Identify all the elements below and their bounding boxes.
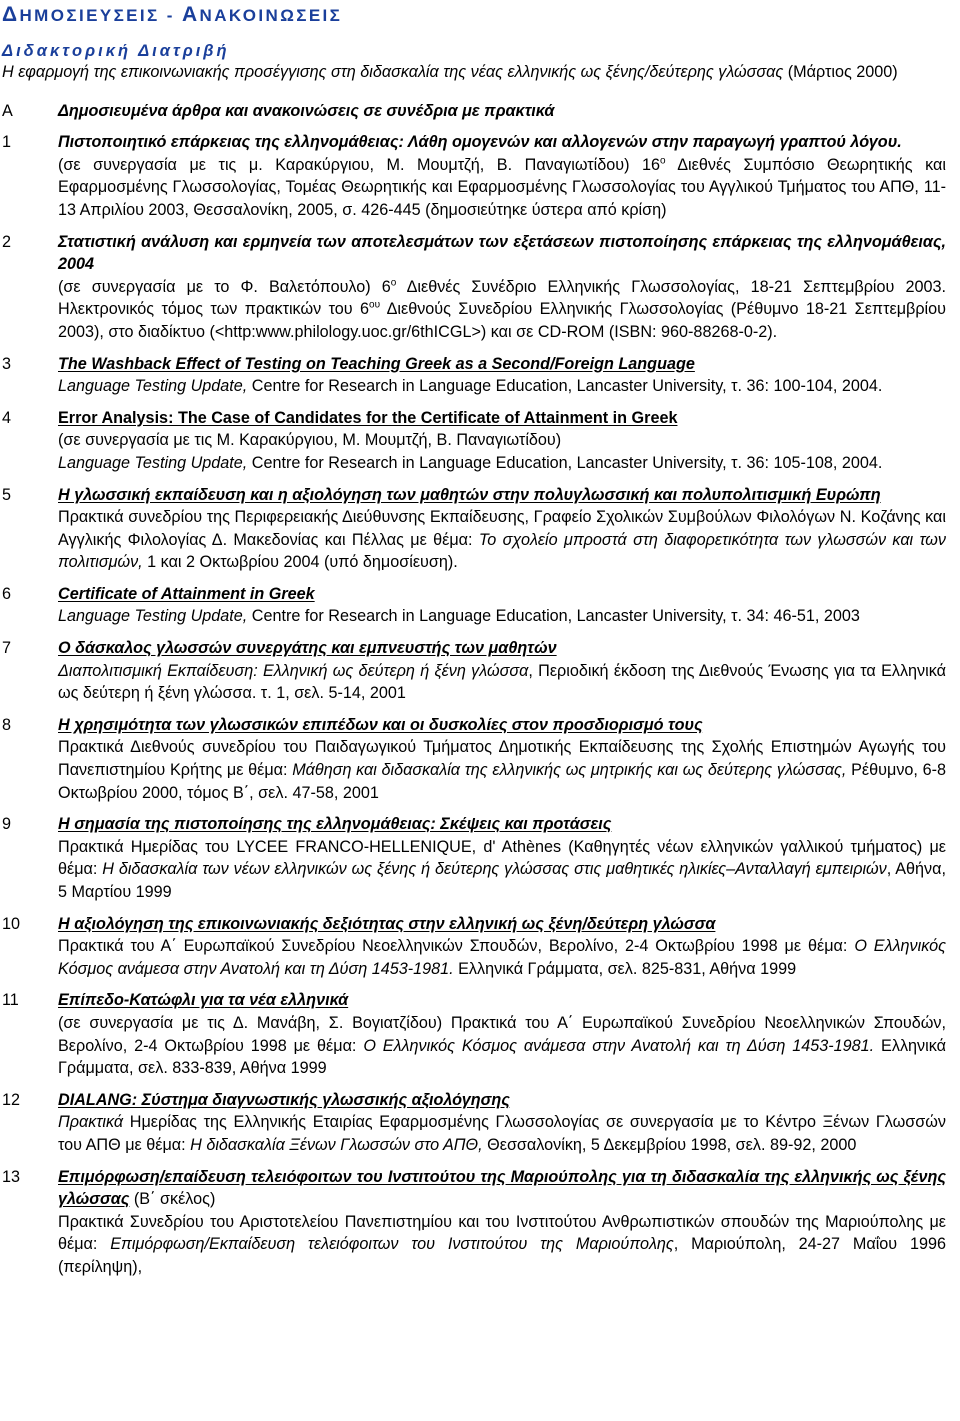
entry-title: Η γλωσσική εκπαίδευση και η αξιολόγηση των μαθητών στην πολυγλωσσική και πολυπολιτισμική Ευρώπη [58, 485, 881, 504]
entry-title: Certificate of Attainment in Greek [58, 584, 315, 603]
entry-details: Πρακτικά Ημερίδας της Ελληνικής Εταιρίας Εφαρμοσμένης Γλωσσολογίας σε συνεργασία με το Κέντρο Ξένων Γλωσσών του ΑΠΘ με θέμα: Η διδασκαλία Ξένων Γλωσσών στο ΑΠΘ, Θεσσαλονίκη, 5 Δεκεμβρίου 1998, σελ. 89-92, 2000 [58, 1113, 946, 1154]
publication-entry: 2 Στατιστική ανάλυση και ερμηνεία των αποτελεσμάτων των εξετάσεων πιστοποίησης επάρκειας της ελληνομάθειας, 2004 (σε συνεργασία με το Φ. Βαλετόπουλο) $6^o$ Διεθνές Συνέδριο Ελληνικής Γλωσσολογίας, 18-21 Σεπτεμβρίου 2003. Ηλεκτρονικός τόμος των πρακτικών του $6^{o\upsilon}$ Διεθνούς Συνεδρίου Ελληνικής Γλωσσολογίας (Ρέθυμνο 18-21 Σεπτεμβρίου 2003), στο διαδίκτυο (<http:www.philology.uoc.gr/6thICGL>) και σε CD-ROM (ISBN: 960-88268-0-2). [2, 231, 946, 344]
publication-entry: 3 The Washback Effect of Testing on Teaching Greek as a Second/Foreign Language Language Testing Update, Centre for Research in Language Education, Lancaster University, τ. 36: 100-104, 2004. [2, 353, 946, 398]
entry-details: Πρακτικά συνεδρίου της Περιφερειακής Διεύθυνσης Εκπαίδευσης, Γραφείο Σχολικών Συμβούλων Φιλολόγων Ν. Κοζάνης και Αγγλικής Φιλολογίας Δ. Μακεδονίας και Πέλλας με θέμα: Το σχολείο μπροστά στη διαφορετικότητα των γλωσσών και των πολιτισμών, 1 και 2 Οκτωβρίου 2004 (υπό δημοσίευση). [58, 508, 946, 572]
entry-title: Η αξιολόγηση της επικοινωνιακής δεξιότητας στην ελληνική ως ξένη/δεύτερη γλώσσα [58, 914, 716, 933]
entry-title: Error Analysis: The Case of Candidates for the Certificate of Attainment in Greek [58, 408, 678, 427]
page-title: ΔΗΜΟΣΙΕΥΣΕΙΣ - ΑΝΑΚΟΙΝΩΣΕΙΣ [2, 3, 343, 26]
publication-entry: 13 Επιμόρφωση/επαίδευση τελειόφοιτων του Ινστιτούτου της Μαριούπολης για τη διδασκαλία της ελληνικής ως ξένης γλώσσας (Β΄ σκέλος) Πρακτικά Συνεδρίου του Αριστοτελείου Πανεπιστημίου και του Ινστιτούτου Ανθρωπιστικών σπουδών της Μαριούπολης με θέμα: Επιμόρφωση/Εκπαίδευση τελειόφοιτων του Ινστιτούτου της Μαριούπολης, Μαριούπολη, 24-27 Μαΐου 1996 (περίληψη), [2, 1166, 946, 1279]
entry-details: Διαπολιτισμική Εκπαίδευση: Ελληνική ως δεύτερη ή ξένη γλώσσα, Περιοδική έκδοση της Διεθνούς Ένωσης για τα Ελληνικά ως δεύτερη ή ξένη γλώσσα. τ. 1, σελ. 5-14, 2001 [58, 661, 946, 703]
publication-entry: 7 Ο δάσκαλος γλωσσών συνεργάτης και εμπνευστής των μαθητών Διαπολιτισμική Εκπαίδευση: Ελληνική ως δεύτερη ή ξένη γλώσσα, Περιοδική έκδοση της Διεθνούς Ένωσης για τα Ελληνικά ως δεύτερη ή ξένη γλώσσα. τ. 1, σελ. 5-14, 2001 [2, 637, 946, 705]
section-heading-dissertation: Διδακτορική Διατριβή [2, 42, 230, 60]
entry-details: (σε συνεργασία με τις Δ. Μανάβη, Σ. Βογιατζίδου) Πρακτικά του Α΄ Ευρωπαϊκού Συνεδρίου Νεοελληνικών Σπουδών, Βερολίνο, 2-4 Οκτωβρίου 1998 με θέμα: Ο Ελληνικός Κόσμος ανάμεσα στην Ανατολή και τη Δύση 1453-1981. Ελληνικά Γράμματα, σελ. 833-839, Αθήνα 1999 [58, 1013, 946, 1078]
entry-coauthors: (σε συνεργασία με τις Μ. Καρακύργιου, Μ. Μουμτζή, Β. Παναγιωτίδου) [58, 431, 562, 450]
section-a-heading: A Δημοσιευμένα άρθρα και ανακοινώσεις σε συνέδρια με πρακτικά [2, 101, 555, 120]
entry-title: Ο δάσκαλος γλωσσών συνεργάτης και εμπνευστής των μαθητών [58, 639, 557, 658]
entry-details: Πρακτικά Διεθνούς συνεδρίου του Παιδαγωγικού Τμήματος Δημοτικής Εκπαίδευσης της Σχολής Επιστημών Αγωγής του Πανεπιστημίου Κρήτης με θέμα: Μάθηση και διδασκαλία της ελληνικής ως μητρικής και ως δεύτερης γλώσσας, Ρέθυμνο, 6-8 Οκτωβρίου 2000, τόμος Β΄, σελ. 47-58, 2001 [58, 738, 947, 802]
entry-details: (σε συνεργασία με τις μ. Καρακύργιου, Μ. Μουμτζή, Β. Παναγιωτίδου) $16^o$ Διεθνές Συμπόσιο Θεωρητικής και Εφαρμοσμένης Γλωσσολογίας, Τομέας Θεωρητικής και Εφαρμοσμένης Γλωσσολογίας του Αγγλικού Τμήματος του ΑΠΘ, 11-13 Απριλίου 2003, Θεσσαλονίκη, 2005, σ. 426-445 (δημοσιεύτηκε ύστερα από κρίση) [58, 155, 946, 219]
entry-title: Η χρησιμότητα των γλωσσικών επιπέδων και οι δυσκολίες στον προσδιορισμό τους [58, 715, 703, 734]
publication-entry: 1 Πιστοποιητικό επάρκειας της ελληνομάθειας: Λάθη ομογενών και αλλογενών στην παραγωγή γραπτού λόγου. (σε συνεργασία με τις μ. Καρακύργιου, Μ. Μουμτζή, Β. Παναγιωτίδου) $16^o$ Διεθνές Συμπόσιο Θεωρητικής και Εφαρμοσμένης Γλωσσολογίας, Τομέας Θεωρητικής και Εφαρμοσμένης Γλωσσολογίας του Αγγλικού Τμήματος του ΑΠΘ, 11-13 Απριλίου 2003, Θεσσαλονίκη, 2005, σ. 426-445 (δημοσιεύτηκε ύστερα από κρίση) [2, 131, 946, 221]
publication-entry: 4 Error Analysis: The Case of Candidates for the Certificate of Attainment in Greek (σε συνεργασία με τις Μ. Καρακύργιου, Μ. Μουμτζή, Β. Παναγιωτίδου) Language Testing Update, Centre for Research in Language Education, Lancaster University, τ. 36: 105-108, 2004. [2, 407, 946, 475]
entry-title: Επιμόρφωση/επαίδευση τελειόφοιτων του Ινστιτούτου της Μαριούπολης για τη διδασκαλία της ελληνικής ως ξένης γλώσσας (Β΄ σκέλος) [58, 1167, 946, 1209]
entry-title: The Washback Effect of Testing on Teaching Greek as a Second/Foreign Language [58, 354, 695, 373]
entry-details: Πρακτικά Ημερίδας του LYCEE FRANCO-HELLENIQUE, d' Athènes (Καθηγητές νέων ελληνικών γαλλικού τμήματος) με θέμα: Η διδασκαλία των νέων ελληνικών ως ξένης ή δεύτερης γλώσσας στις μαθητικές ηλικίες–Ανταλλαγή εμπειριών, Αθήνα, 5 Μαρτίου 1999 [58, 837, 946, 901]
publication-entry: 12 DIALANG: Σύστημα διαγνωστικής γλωσσικής αξιολόγησης Πρακτικά Ημερίδας της Ελληνικής Εταιρίας Εφαρμοσμένης Γλωσσολογίας σε συνεργασία με το Κέντρο Ξένων Γλωσσών του ΑΠΘ με θέμα: Η διδασκαλία Ξένων Γλωσσών στο ΑΠΘ, Θεσσαλονίκη, 5 Δεκεμβρίου 1998, σελ. 89-92, 2000 [2, 1089, 946, 1157]
entry-title: DIALANG: Σύστημα διαγνωστικής γλωσσικής αξιολόγησης [58, 1090, 510, 1109]
entry-title: Επίπεδο-Κατώφλι για τα νέα ελληνικά [58, 991, 349, 1010]
entry-details: Πρακτικά Συνεδρίου του Αριστοτελείου Πανεπιστημίου και του Ινστιτούτου Ανθρωπιστικών σπουδών της Μαριούπολης με θέμα: Επιμόρφωση/Εκπαίδευση τελειόφοιτων του Ινστιτούτου της Μαριούπολης, Μαριούπολη, 24-27 Μαΐου 1996 (περίληψη), [58, 1212, 946, 1276]
entry-details: Language Testing Update, Centre for Research in Language Education, Lancaster University, τ. 36: 105-108, 2004. [58, 453, 883, 472]
publication-entry: 9 Η σημασία της πιστοποίησης της ελληνομάθειας: Σκέψεις και προτάσεις Πρακτικά Ημερίδας του LYCEE FRANCO-HELLENIQUE, d' Athènes (Καθηγητές νέων ελληνικών γαλλικού τμήματος) με θέμα: Η διδασκαλία των νέων ελληνικών ως ξένης ή δεύτερης γλώσσας στις μαθητικές ηλικίες–Ανταλλαγή εμπειριών, Αθήνα, 5 Μαρτίου 1999 [2, 813, 946, 903]
entry-details: (σε συνεργασία με το Φ. Βαλετόπουλο) $6^o$ Διεθνές Συνέδριο Ελληνικής Γλωσσολογίας, 18-21 Σεπτεμβρίου 2003. Ηλεκτρονικός τόμος των πρακτικών του $6^{o\upsilon}$ Διεθνούς Συνεδρίου Ελληνικής Γλωσσολογίας (Ρέθυμνο 18-21 Σεπτεμβρίου 2003), στο διαδίκτυο (<http:www.philology.uoc.gr/6thICGL>) και σε CD-ROM (ISBN: 960-88268-0-2). [58, 277, 946, 341]
publication-entry: 6 Certificate of Attainment in Greek Language Testing Update, Centre for Research in Language Education, Lancaster University, τ. 34: 46-51, 2003 [2, 583, 946, 628]
entry-title: Πιστοποιητικό επάρκειας της ελληνομάθειας: Λάθη ομογενών και αλλογενών στην παραγωγή γραπτού λόγου. [58, 133, 902, 152]
document-page [2, 4, 946, 1279]
entry-details: Πρακτικά του Α΄ Ευρωπαϊκού Συνεδρίου Νεοελληνικών Σπουδών, Βερολίνο, 2-4 Οκτωβρίου 1998 με θέμα: Ο Ελληνικός Κόσμος ανάμεσα στην Ανατολή και τη Δύση 1453-1981. Ελληνικά Γράμματα, σελ. 825-831, Αθήνα 1999 [58, 937, 946, 978]
publication-entry: 10 Η αξιολόγηση της επικοινωνιακής δεξιότητας στην ελληνική ως ξένη/δεύτερη γλώσσα Πρακτικά του Α΄ Ευρωπαϊκού Συνεδρίου Νεοελληνικών Σπουδών, Βερολίνο, 2-4 Οκτωβρίου 1998 με θέμα: Ο Ελληνικός Κόσμος ανάμεσα στην Ανατολή και τη Δύση 1453-1981. Ελληνικά Γράμματα, σελ. 825-831, Αθήνα 1999 [2, 913, 946, 981]
publication-entry: 5 Η γλωσσική εκπαίδευση και η αξιολόγηση των μαθητών στην πολυγλωσσική και πολυπολιτισμική Ευρώπη Πρακτικά συνεδρίου της Περιφερειακής Διεύθυνσης Εκπαίδευσης, Γραφείο Σχολικών Συμβούλων Φιλολόγων Ν. Κοζάνης και Αγγλικής Φιλολογίας Δ. Μακεδονίας και Πέλλας με θέμα: Το σχολείο μπροστά στη διαφορετικότητα των γλωσσών και των πολιτισμών, 1 και 2 Οκτωβρίου 2004 (υπό δημοσίευση). [2, 484, 946, 574]
entry-details: Language Testing Update, Centre for Research in Language Education, Lancaster University, τ. 36: 100-104, 2004. [58, 377, 883, 396]
publication-entry: 11 Επίπεδο-Κατώφλι για τα νέα ελληνικά (σε συνεργασία με τις Δ. Μανάβη, Σ. Βογιατζίδου) Πρακτικά του Α΄ Ευρωπαϊκού Συνεδρίου Νεοελληνικών Σπουδών, Βερολίνο, 2-4 Οκτωβρίου 1998 με θέμα: Ο Ελληνικός Κόσμος ανάμεσα στην Ανατολή και τη Δύση 1453-1981. Ελληνικά Γράμματα, σελ. 833-839, Αθήνα 1999 [2, 989, 946, 1079]
dissertation-title: Η εφαρμογή της επικοινωνιακής προσέγγισης στη διδασκαλία της νέας ελληνικής ως ξένης/δεύτερης γλώσσας (Μάρτιος 2000) [2, 63, 898, 81]
entry-title: Στατιστική ανάλυση και ερμηνεία των αποτελεσμάτων των εξετάσεων πιστοποίησης επάρκειας της ελληνομάθειας, 2004 [58, 232, 946, 274]
entry-details: Language Testing Update, Centre for Research in Language Education, Lancaster University, τ. 34: 46-51, 2003 [58, 607, 860, 626]
entry-title: Η σημασία της πιστοποίησης της ελληνομάθειας: Σκέψεις και προτάσεις [58, 815, 612, 834]
publication-entry: 8 Η χρησιμότητα των γλωσσικών επιπέδων και οι δυσκολίες στον προσδιορισμό τους Πρακτικά Διεθνούς συνεδρίου του Παιδαγωγικού Τμήματος Δημοτικής Εκπαίδευσης της Σχολής Επιστημών Αγωγής του Πανεπιστημίου Κρήτης με θέμα: Μάθηση και διδασκαλία της ελληνικής ως μητρικής και ως δεύτερης γλώσσας, Ρέθυμνο, 6-8 Οκτωβρίου 2000, τόμος Β΄, σελ. 47-58, 2001 [2, 714, 946, 804]
